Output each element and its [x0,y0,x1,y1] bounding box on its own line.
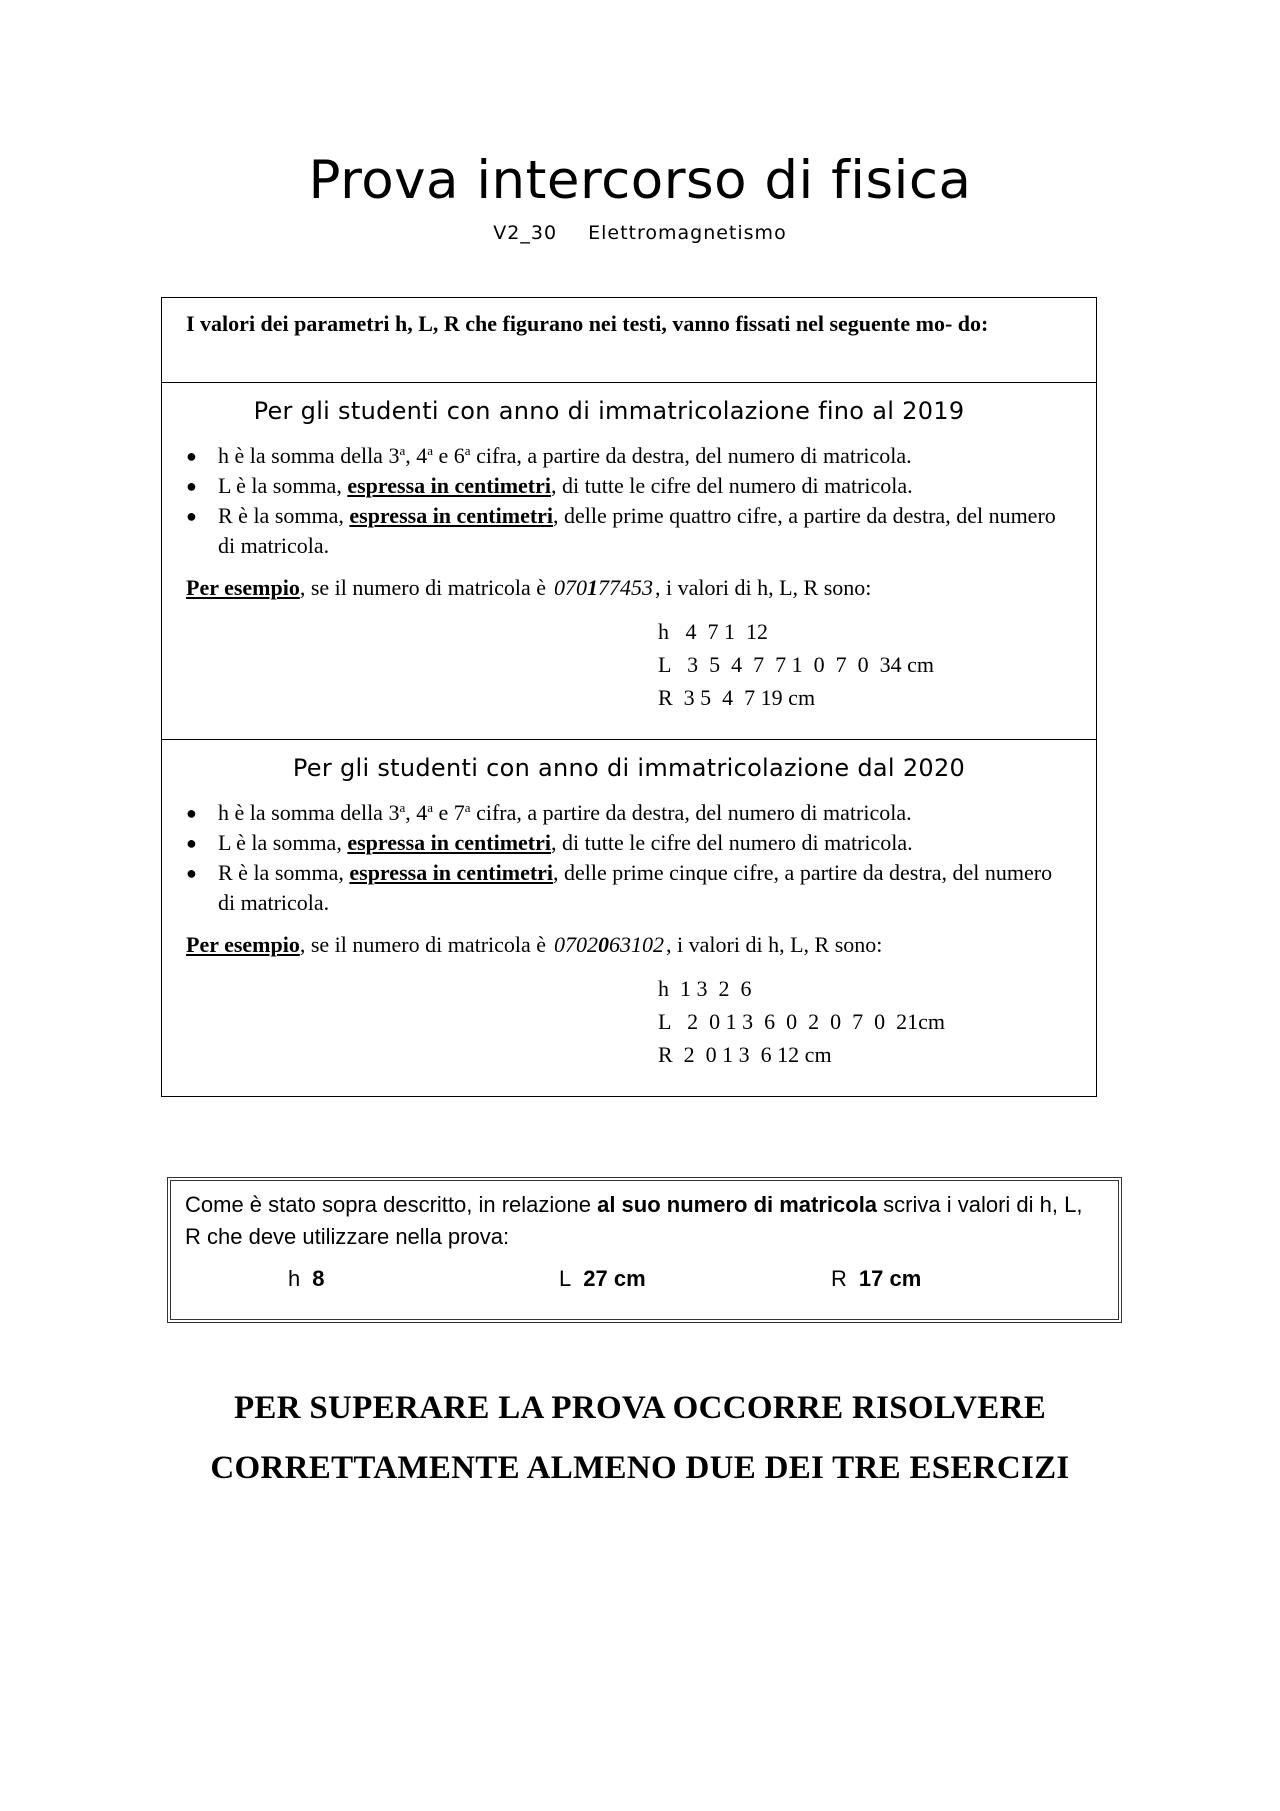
rule-l: ● L è la somma, espressa in centimetri, di tutte le cifre del numero di matricola. [186,471,1072,501]
rule-h: ● h è la somma della 3$^a$, 4$^a$ e 6$^a$ cifra, a partire da destra, del numero di matricola. [186,441,1072,471]
calc-l: L 2 0 1 3 6 0 2 0 7 0 21cm [658,1009,945,1034]
bullet-icon: ● [186,803,197,823]
rules-intro: I valori dei parametri h, L, R che figurano nei testi, vanno fissati nel seguente mo- do: [162,298,1096,383]
calc-r: R 2 0 1 3 6 12 cm [658,1042,832,1067]
rules-box [161,297,1097,1097]
rules-list [186,798,1072,918]
bullet-icon: ● [186,833,197,853]
section-from-2020 [162,740,1096,1096]
calc-r: R 3 5 4 7 19 cm [658,685,816,710]
section-until-2019 [162,383,1096,740]
page-title: Prova intercorso di fisica [308,150,972,211]
example-line: Per esempio, se il numero di matricola è 0702063102, i valori di h, L, R sono: [186,932,883,957]
matricola-number: 0702063102 [554,932,665,957]
section-title: Per gli studenti con anno di immatricolazione dal 2020 [292,754,966,782]
calc-h: h 4 7 1 12 [658,619,768,644]
calc-h: h 1 3 2 6 [658,976,752,1001]
notice-line-2: CORRETTAMENTE ALMENO DUE DEI TRE ESERCIZI [210,1450,1070,1486]
answer-l: L 27 cm [559,1266,646,1291]
bullet-icon: ● [186,863,197,883]
example-calculation [658,972,1072,1071]
notice-line-1: PER SUPERARE LA PROVA OCCORRE RISOLVERE [233,1390,1047,1426]
answer-box [167,1177,1122,1323]
bullet-icon: ● [186,446,197,466]
rule-l: ● L è la somma, espressa in centimetri, di tutte le cifre del numero di matricola. [186,828,1072,858]
section-title: Per gli studenti con anno di immatricolazione fino al 2019 [253,397,965,425]
answer-values [185,1263,1104,1303]
passing-notice [0,1378,1280,1498]
rule-h: ● h è la somma della 3$^a$, 4$^a$ e 7$^a$ cifra, a partire da destra, del numero di matricola. [186,798,1072,828]
calc-l: L 3 5 4 7 7 1 0 7 0 34 cm [658,652,934,677]
version-code: V2_30 [493,222,558,244]
example-calculation [658,615,1072,714]
example-line: Per esempio, se il numero di matricola è 070177453, i valori di h, L, R sono: [186,575,872,600]
answer-instructions: Come è stato sopra descritto, in relazione al suo numero di matricola scriva i valori di h, L, R che deve utilizzare nella prova: [185,1192,1083,1249]
rule-r: ● R è la somma, espressa in centimetri, delle prime cinque cifre, a partire da destra, del numero di matricola. [186,860,1053,915]
matricola-number: 070177453 [554,575,654,600]
topic: Elettromagnetismo [588,222,787,244]
bullet-icon: ● [186,506,197,526]
answer-r: R 17 cm [831,1266,922,1291]
rule-r: ● R è la somma, espressa in centimetri, delle prime quattro cifre, a partire da destra, del numero di matricola. [186,503,1056,558]
bullet-icon: ● [186,476,197,496]
answer-h: h 8 [288,1266,325,1291]
rules-list [186,441,1072,561]
subtitle [0,222,1280,244]
